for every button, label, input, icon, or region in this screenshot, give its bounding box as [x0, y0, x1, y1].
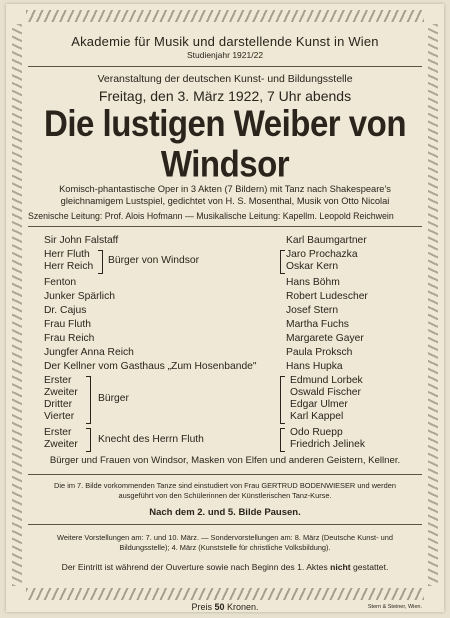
academy-heading: Akademie für Musik und darstellende Kunst in Wien — [71, 34, 379, 49]
subtitle-line: gleichnamigem Lustspiel, gedichtet von H. S. Mosenthal, Musik von Otto Nicolai — [60, 195, 390, 206]
price-value: 50 — [214, 602, 225, 612]
ensemble-line: Bürger und Frauen von Windsor, Masken von Elfen und anderen Geistern, Kellner. — [49, 455, 401, 466]
cast-actor: Edmund Lorbek — [290, 375, 363, 386]
opera-title: Die lustigen Weiber von Windsor — [44, 102, 406, 185]
cast-actor: Josef Stern — [286, 305, 339, 316]
bracket — [280, 428, 285, 452]
cast-role: Fenton — [44, 277, 77, 288]
cast-role: Frau Fluth — [44, 319, 91, 330]
divider — [28, 226, 422, 227]
bracket — [86, 376, 91, 424]
bracket — [98, 250, 103, 274]
cast-role: Erster — [44, 375, 72, 386]
cast-group-label: Bürger von Windsor — [108, 255, 199, 266]
dance-note — [28, 481, 422, 500]
cast-actor: Karl Kappel — [290, 411, 344, 422]
intermission-note: Nach dem 2. und 5. Bilde Pausen. — [149, 507, 301, 518]
cast-role: Dritter — [44, 399, 73, 410]
ornament-border-top — [26, 10, 424, 22]
cast-role: Dr. Cajus — [44, 305, 87, 316]
admission-note — [28, 562, 422, 572]
program-sheet — [6, 4, 444, 612]
cast-group-label: Knecht des Herrn Fluth — [98, 434, 204, 445]
cast-actor: Oskar Kern — [286, 261, 339, 272]
cast-actor: Karl Baumgartner — [286, 235, 367, 246]
cast-actor: Hans Hupka — [286, 361, 343, 372]
cast-role: Zweiter — [44, 439, 78, 450]
cast-actor: Oswald Fischer — [290, 387, 361, 398]
divider — [28, 524, 422, 525]
cast-role: Herr Reich — [44, 261, 94, 272]
cast-role: Zweiter — [44, 387, 78, 398]
further-performances: Weitere Vorstellungen am: 7. und 10. März. — Sondervorstellungen am: 8. März (Deutsche Kunst- und Bildungsstelle); 4. März (Kunststelle für christliche Volksbildung). — [57, 533, 393, 552]
bracket — [280, 376, 285, 424]
dance-note-text: und werden ausgeführt von den Schülerinnen der Künstlerischen Tanz-Kurse. — [118, 481, 396, 500]
cast-role: Herr Fluth — [44, 249, 90, 260]
admission-text: gestattet. — [350, 562, 389, 572]
program-content — [28, 24, 422, 572]
divider — [28, 474, 422, 475]
cast-actor: Odo Ruepp — [290, 427, 343, 438]
bracket — [86, 428, 91, 452]
choreographer-name: GERTRUD BODENWIESER — [261, 481, 356, 490]
opera-subtitle — [28, 184, 422, 207]
cast-actor: Edgar Ulmer — [290, 399, 348, 410]
cast-list — [28, 235, 422, 455]
printer-credit: Stern & Steiner, Wien. — [367, 604, 422, 610]
cast-role: Junker Spärlich — [44, 291, 115, 302]
cast-role: Vierter — [44, 411, 75, 422]
dance-note-text: Die im 7. Bilde vorkommenden Tanze sind einstudiert von Frau — [54, 481, 262, 490]
cast-group-label: Bürger — [98, 393, 129, 404]
price-unit: Kronen. — [227, 602, 259, 612]
cast-role: Sir John Falstaff — [44, 235, 119, 246]
cast-actor: Robert Ludescher — [286, 291, 368, 302]
bracket — [280, 250, 285, 274]
academic-year: Studienjahr 1921/22 — [186, 50, 264, 60]
admission-text: Der Eintritt ist während der Ouverture sowie nach Beginn des 1. Aktes — [61, 562, 331, 572]
admission-emphasis: nicht — [330, 562, 351, 572]
cast-actor: Martha Fuchs — [286, 319, 349, 330]
footer — [6, 598, 444, 612]
cast-actor: Jaro Prochazka — [286, 249, 358, 260]
cast-actor: Paula Proksch — [286, 347, 353, 358]
cast-actor: Hans Böhm — [286, 277, 340, 288]
ornament-border-left — [12, 24, 22, 586]
cast-role: Frau Reich — [44, 333, 95, 344]
subtitle-line: Komisch-phantastische Oper in 3 Akten (7 Bildern) mit Tanz nach Shakespeare's — [59, 184, 391, 194]
cast-role: Erster — [44, 427, 72, 438]
price-label: Preis — [191, 602, 212, 612]
cast-role: Jungfer Anna Reich — [44, 347, 134, 358]
performance-date: Freitag, den 3. März 1922, 7 Uhr abends — [98, 88, 352, 104]
ornament-border-right — [428, 24, 438, 586]
cast-actor: Friedrich Jelinek — [290, 439, 365, 450]
divider — [28, 66, 422, 67]
organizer-line: Veranstaltung der deutschen Kunst- und Bildungsstelle — [97, 73, 353, 85]
cast-role: Der Kellner vom Gasthaus „Zum Hosenbande" — [44, 361, 257, 372]
direction-credits: Szenische Leitung: Prof. Alois Hofmann — Musikalische Leitung: Kapellm. Leopold Reichwein — [28, 211, 394, 221]
cast-actor: Margarete Gayer — [286, 333, 364, 344]
